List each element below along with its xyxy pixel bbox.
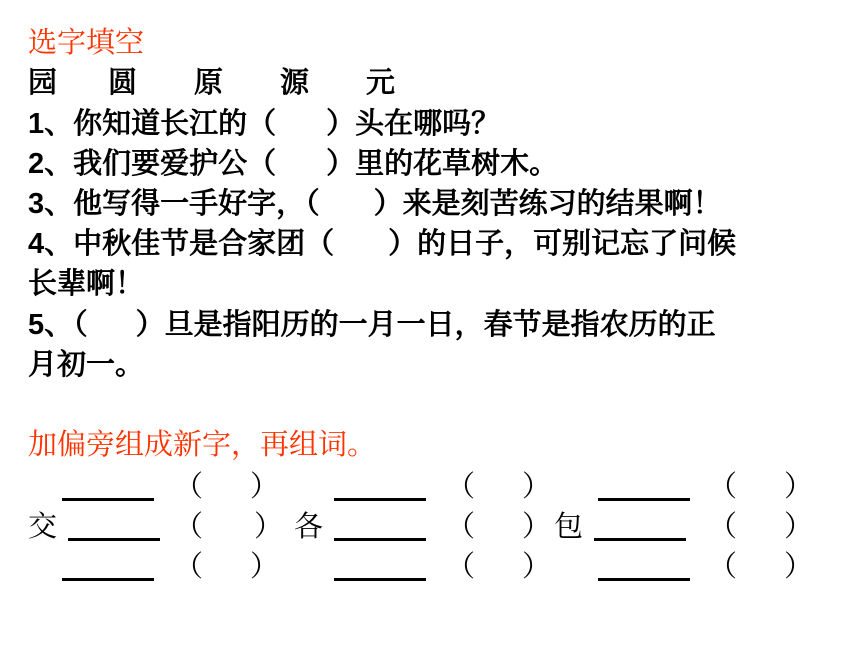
base-char: 各 [294,509,324,543]
choice-char: 园 [28,65,58,99]
base-char: 包 [554,509,584,543]
base-char: 交 [28,509,58,543]
section1-title: 选字填空 [28,25,145,59]
question-4: 4、中秋佳节是合家团（ ）的日子，可别记忘了问候 [28,226,737,260]
new-char-blank[interactable] [62,468,154,501]
new-char-blank[interactable] [334,508,426,541]
new-char-blank[interactable] [334,468,426,501]
question-1: 1、你知道长江的（ ）头在哪吗？ [28,106,501,140]
radical-row: （ ） （ ） （ ） [28,548,848,584]
choice-chars [28,64,395,100]
choice-char: 元 [366,65,396,99]
question-5-cont: 月初一。 [28,347,145,381]
new-char-blank[interactable] [598,548,690,581]
section2-title: 加偏旁组成新字，再组词。 [28,427,377,461]
radical-row: 交 （ ） 各 （ ） 包 （ ） [28,509,814,543]
new-char-blank[interactable] [598,468,690,501]
new-char-blank[interactable] [62,548,154,581]
question-5: 5、（ ）旦是指阳历的一月一日，春节是指农历的正 [28,307,716,341]
choice-char: 源 [280,65,310,99]
new-char-blank[interactable] [68,508,160,541]
radical-row: （ ） （ ） （ ） [28,468,848,504]
new-char-blank[interactable] [594,508,686,541]
question-3: 3、他写得一手好字，（ ）来是刻苦练习的结果啊！ [28,186,722,220]
new-char-blank[interactable] [334,548,426,581]
question-2: 2、我们要爱护公（ ）里的花草树木。 [28,146,559,180]
choice-char: 圆 [108,65,138,99]
choice-char: 原 [194,65,224,99]
question-4-cont: 长辈啊！ [28,266,145,300]
